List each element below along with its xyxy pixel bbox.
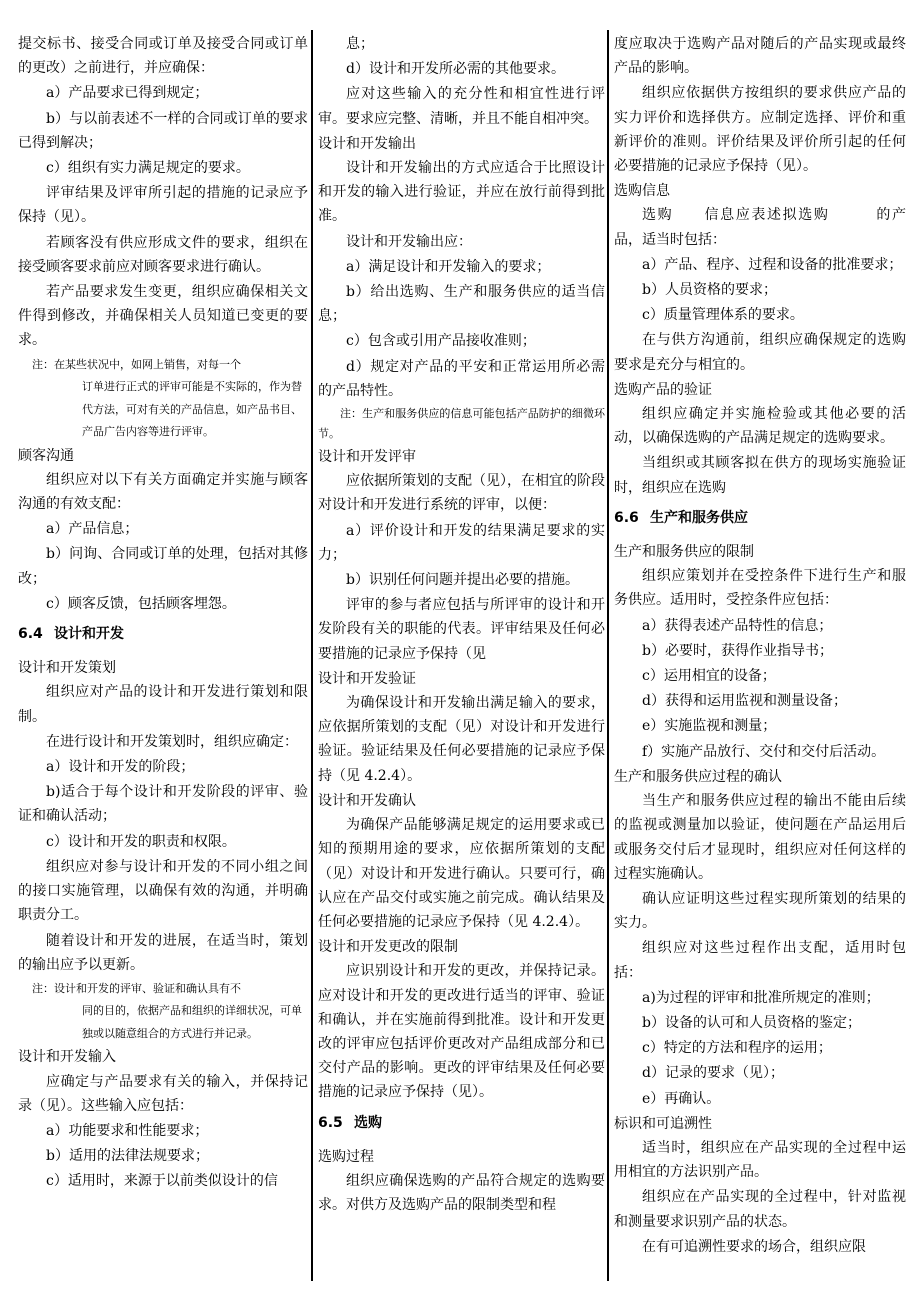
section-heading: 设计和开发输出: [318, 135, 416, 152]
paragraph: d）规定对产品的平安和正常运用所必需的产品特性。: [318, 358, 605, 399]
paragraph: 在与供方沟通前，组织应确保规定的选购要求是充分与相宜的。: [614, 332, 906, 373]
paragraph: 应依据所策划的支配（见），在相宜的阶段对设计和开发进行系统的评审，以便：: [318, 473, 605, 514]
paragraph: 组织应对这些过程作出支配，适用时包括：: [614, 940, 906, 981]
section-heading: 选购产品的验证: [614, 381, 712, 398]
paragraph: 当生产和服务供应过程的输出不能由后续的监视或测量加以验证，使问题在产品运用后或服务交付后才显现时，组织应对任何这样的过程实施确认。: [614, 793, 906, 882]
section-heading: 设计和开发确认: [318, 792, 416, 809]
list-item: b）识别任何问题并提出必要的措施。: [346, 572, 579, 589]
paragraph: 组织应确定并实施检验或其他必要的活动，以确保选购的产品满足规定的选购要求。: [614, 406, 906, 447]
section-heading: 选购过程: [318, 1148, 374, 1165]
paragraph: 应识别设计和开发的更改，并保持记录。应对设计和开发的更改进行适当的评审、验证和确认，并在实施前得到批准。设计和开发更改的评审应包括评价更改对产品组成部分和已交付产品的影响。更改的评审结果及任何必要措施的记录应予保持（见）。: [318, 963, 605, 1101]
paragraph: 为确保设计和开发输出满足输入的要求，应依据所策划的支配（见）对设计和开发进行验证。验证结果及任何必要措施的记录应予保持（见 4.2.4）。: [318, 695, 605, 784]
paragraph: 若产品要求发生变更，组织应确保相关文件得到修改，并确保相关人员知道已变更的要求。: [18, 284, 308, 349]
note-first-line: 注：在某些状况中，如网上销售，对每一个: [32, 357, 241, 371]
column-divider: [311, 30, 313, 1281]
list-item: d）设计和开发所必需的其他要求。: [346, 61, 565, 78]
paragraph: 组织应确保选购的产品符合规定的选购要求。对供方及选购产品的限制类型和程: [318, 1172, 605, 1214]
paragraph: 设计和开发输出应：: [346, 233, 472, 250]
column-right: [614, 30, 906, 1295]
paragraph: a）评价设计和开发的结果满足要求的实力；: [318, 522, 605, 563]
column-left: [18, 30, 308, 1295]
paragraph: 若顾客没有供应形成文件的要求，组织在接受顾客要求前应对顾客要求进行确认。: [18, 234, 308, 275]
list-item: c）适用时，来源于以前类似设计的信: [46, 1173, 278, 1190]
column-middle: [318, 30, 605, 1295]
list-item: a）功能要求和性能要求；: [46, 1123, 209, 1140]
section-heading: 标识和可追溯性: [614, 1115, 712, 1132]
list-item: a）满足设计和开发输入的要求；: [346, 258, 551, 275]
paragraph: 组织应依据供方按组织的要求供应产品的实力评价和选择供方。应制定选择、评价和重新评价的准则。评价结果及评价所引起的任何必要措施的记录应予保持（见）。: [614, 85, 906, 175]
note-continuation: 订单进行正式的评审可能是不实际的，作为替代方法，可对有关的产品信息，如产品书目、产品广告内容等进行评审。: [82, 380, 302, 439]
section-heading: 设计和开发策划: [18, 660, 116, 677]
chapter-title: 生产和服务供应: [650, 509, 748, 526]
paragraph: 确认应证明这些过程实现所策划的结果的实力。: [614, 890, 906, 932]
paragraph: 应确定与产品要求有关的输入，并保持记录（见）。这些输入应包括：: [18, 1073, 308, 1114]
list-item: c）包含或引用产品接收准则；: [346, 333, 536, 350]
paragraph: b）给出选购、生产和服务供应的适当信息；: [318, 284, 605, 325]
chapter-title: 选购: [354, 1114, 382, 1131]
list-item: 息；: [346, 36, 374, 52]
section-heading: 设计和开发评审: [318, 449, 416, 466]
paragraph: 组织应对以下有关方面确定并实施与顾客沟通的有效支配：: [18, 471, 308, 513]
paragraph: 组织应策划并在受控条件下进行生产和服务供应。适用时，受控条件应包括：: [614, 568, 906, 609]
list-item: b）必要时，获得作业指导书；: [642, 642, 833, 659]
chapter-number: 6.5: [318, 1114, 343, 1131]
chapter-number: 6.6: [614, 509, 639, 526]
list-item: c）组织有实力满足规定的要求。: [46, 160, 250, 177]
chapter-heading: [318, 1111, 605, 1135]
list-item: c）顾客反馈，包括顾客埋怨。: [46, 595, 236, 612]
paragraph: 选购 信息应表述拟选购 的产品，适当时包括：: [614, 207, 906, 248]
list-item: f）实施产品放行、交付和交付后活动。: [642, 743, 886, 760]
list-item: c）特定的方法和程序的运用；: [642, 1040, 832, 1057]
list-item: a）产品信息；: [46, 521, 139, 538]
section-heading: 选购信息: [614, 183, 670, 200]
list-item: d）获得和运用监视和测量设备；: [642, 693, 847, 710]
list-item: b）适用的法律法规要求；: [46, 1148, 209, 1165]
list-item: b）设备的认可和人员资格的鉴定；: [642, 1014, 861, 1031]
paragraph: a）产品、程序、过程和设备的批准要求；: [642, 256, 903, 273]
section-heading: 设计和开发验证: [318, 670, 416, 687]
list-item: d）记录的要求（见）；: [642, 1065, 784, 1082]
list-item: a）设计和开发的阶段；: [46, 759, 195, 776]
paragraph: b)适合于每个设计和开发阶段的评审、验证和确认活动；: [18, 784, 308, 825]
paragraph: 在有可追溯性要求的场合，组织应限: [642, 1238, 866, 1255]
list-item: e）再确认。: [642, 1090, 721, 1107]
section-heading: 生产和服务供应的限制: [614, 544, 754, 561]
column-divider: [607, 30, 609, 1281]
note-continuation: 同的目的，依据产品和组织的详细状况，可单独或以随意组合的方式进行并记录。: [82, 1004, 302, 1040]
list-item: c）设计和开发的职责和权限。: [46, 833, 236, 850]
list-item: a）产品要求已得到规定；: [46, 85, 209, 102]
paragraph: 提交标书、接受合同或订单及接受合同或订单的更改）之前进行，并应确保：: [18, 36, 308, 77]
chapter-heading: [614, 506, 906, 530]
paragraph: 应对这些输入的充分性和相宜性进行评审。要求应完整、清晰，并且不能自相冲突。: [318, 86, 605, 127]
paragraph: 评审的参与者应包括与所评审的设计和开发阶段有关的职能的代表。评审结果及任何必要措施的记录应予保持（见: [318, 597, 605, 662]
paragraph: 当组织或其顾客拟在供方的现场实施验证时，组织应在选购: [614, 455, 906, 496]
list-item: c）质量管理体系的要求。: [642, 307, 804, 324]
list-item: a)为过程的评审和批准所规定的准则；: [642, 989, 880, 1006]
chapter-number: 6.4: [18, 626, 43, 643]
section-heading: 生产和服务供应过程的确认: [614, 768, 782, 785]
note: [18, 978, 308, 1046]
paragraph: 设计和开发输出的方式应适合于比照设计和开发的输入进行验证，并应在放行前得到批准。: [318, 160, 605, 225]
paragraph: 组织应对参与设计和开发的不同小组之间的接口实施管理，以确保有效的沟通，并明确职责分工。: [18, 858, 308, 924]
paragraph: 组织应在产品实现的全过程中，针对监视和测量要求识别产品的状态。: [614, 1189, 906, 1230]
note: [18, 354, 308, 444]
paragraph: 为确保产品能够满足规定的运用要求或已知的预期用途的要求，应依据所策划的支配（见）对设计和开发进行确认。只要可行，确认应在产品交付或实施之前完成。确认结果及任何必要措施的记录应予保持（见 4.2.4）。: [318, 817, 605, 930]
paragraph: 随着设计和开发的进展，在适当时，策划的输出应予以更新。: [18, 932, 308, 973]
paragraph: 度应取决于选购产品对随后的产品实现或最终产品的影响。: [614, 36, 906, 77]
paragraph: 在进行设计和开发策划时，组织应确定：: [46, 733, 298, 750]
list-item: e）实施监视和测量；: [642, 718, 777, 735]
paragraph: 组织应对产品的设计和开发进行策划和限制。: [18, 684, 308, 725]
section-heading: 顾客沟通: [18, 447, 74, 464]
paragraph: b）问询、合同或订单的处理，包括对其修改；: [18, 546, 308, 587]
list-item: b）人员资格的要求；: [642, 282, 777, 299]
list-item: a）获得表述产品特性的信息；: [642, 617, 833, 634]
paragraph: 适当时，组织应在产品实现的全过程中运用相宜的方法识别产品。: [614, 1139, 906, 1181]
paragraph: 评审结果及评审所引起的措施的记录应予保持（见）。: [18, 185, 308, 226]
paragraph: b）与以前表述不一样的合同或订单的要求已得到解决；: [18, 110, 308, 151]
section-heading: 设计和开发输入: [18, 1049, 116, 1066]
list-item: c）运用相宜的设备；: [642, 668, 776, 685]
note-first-line: 注：设计和开发的评审、验证和确认具有不: [32, 981, 241, 995]
chapter-heading: [18, 622, 308, 646]
section-heading: 设计和开发更改的限制: [318, 939, 458, 956]
note: 注：生产和服务供应的信息可能包括产品防护的细微环节。: [318, 407, 605, 441]
chapter-title: 设计和开发: [54, 626, 124, 643]
